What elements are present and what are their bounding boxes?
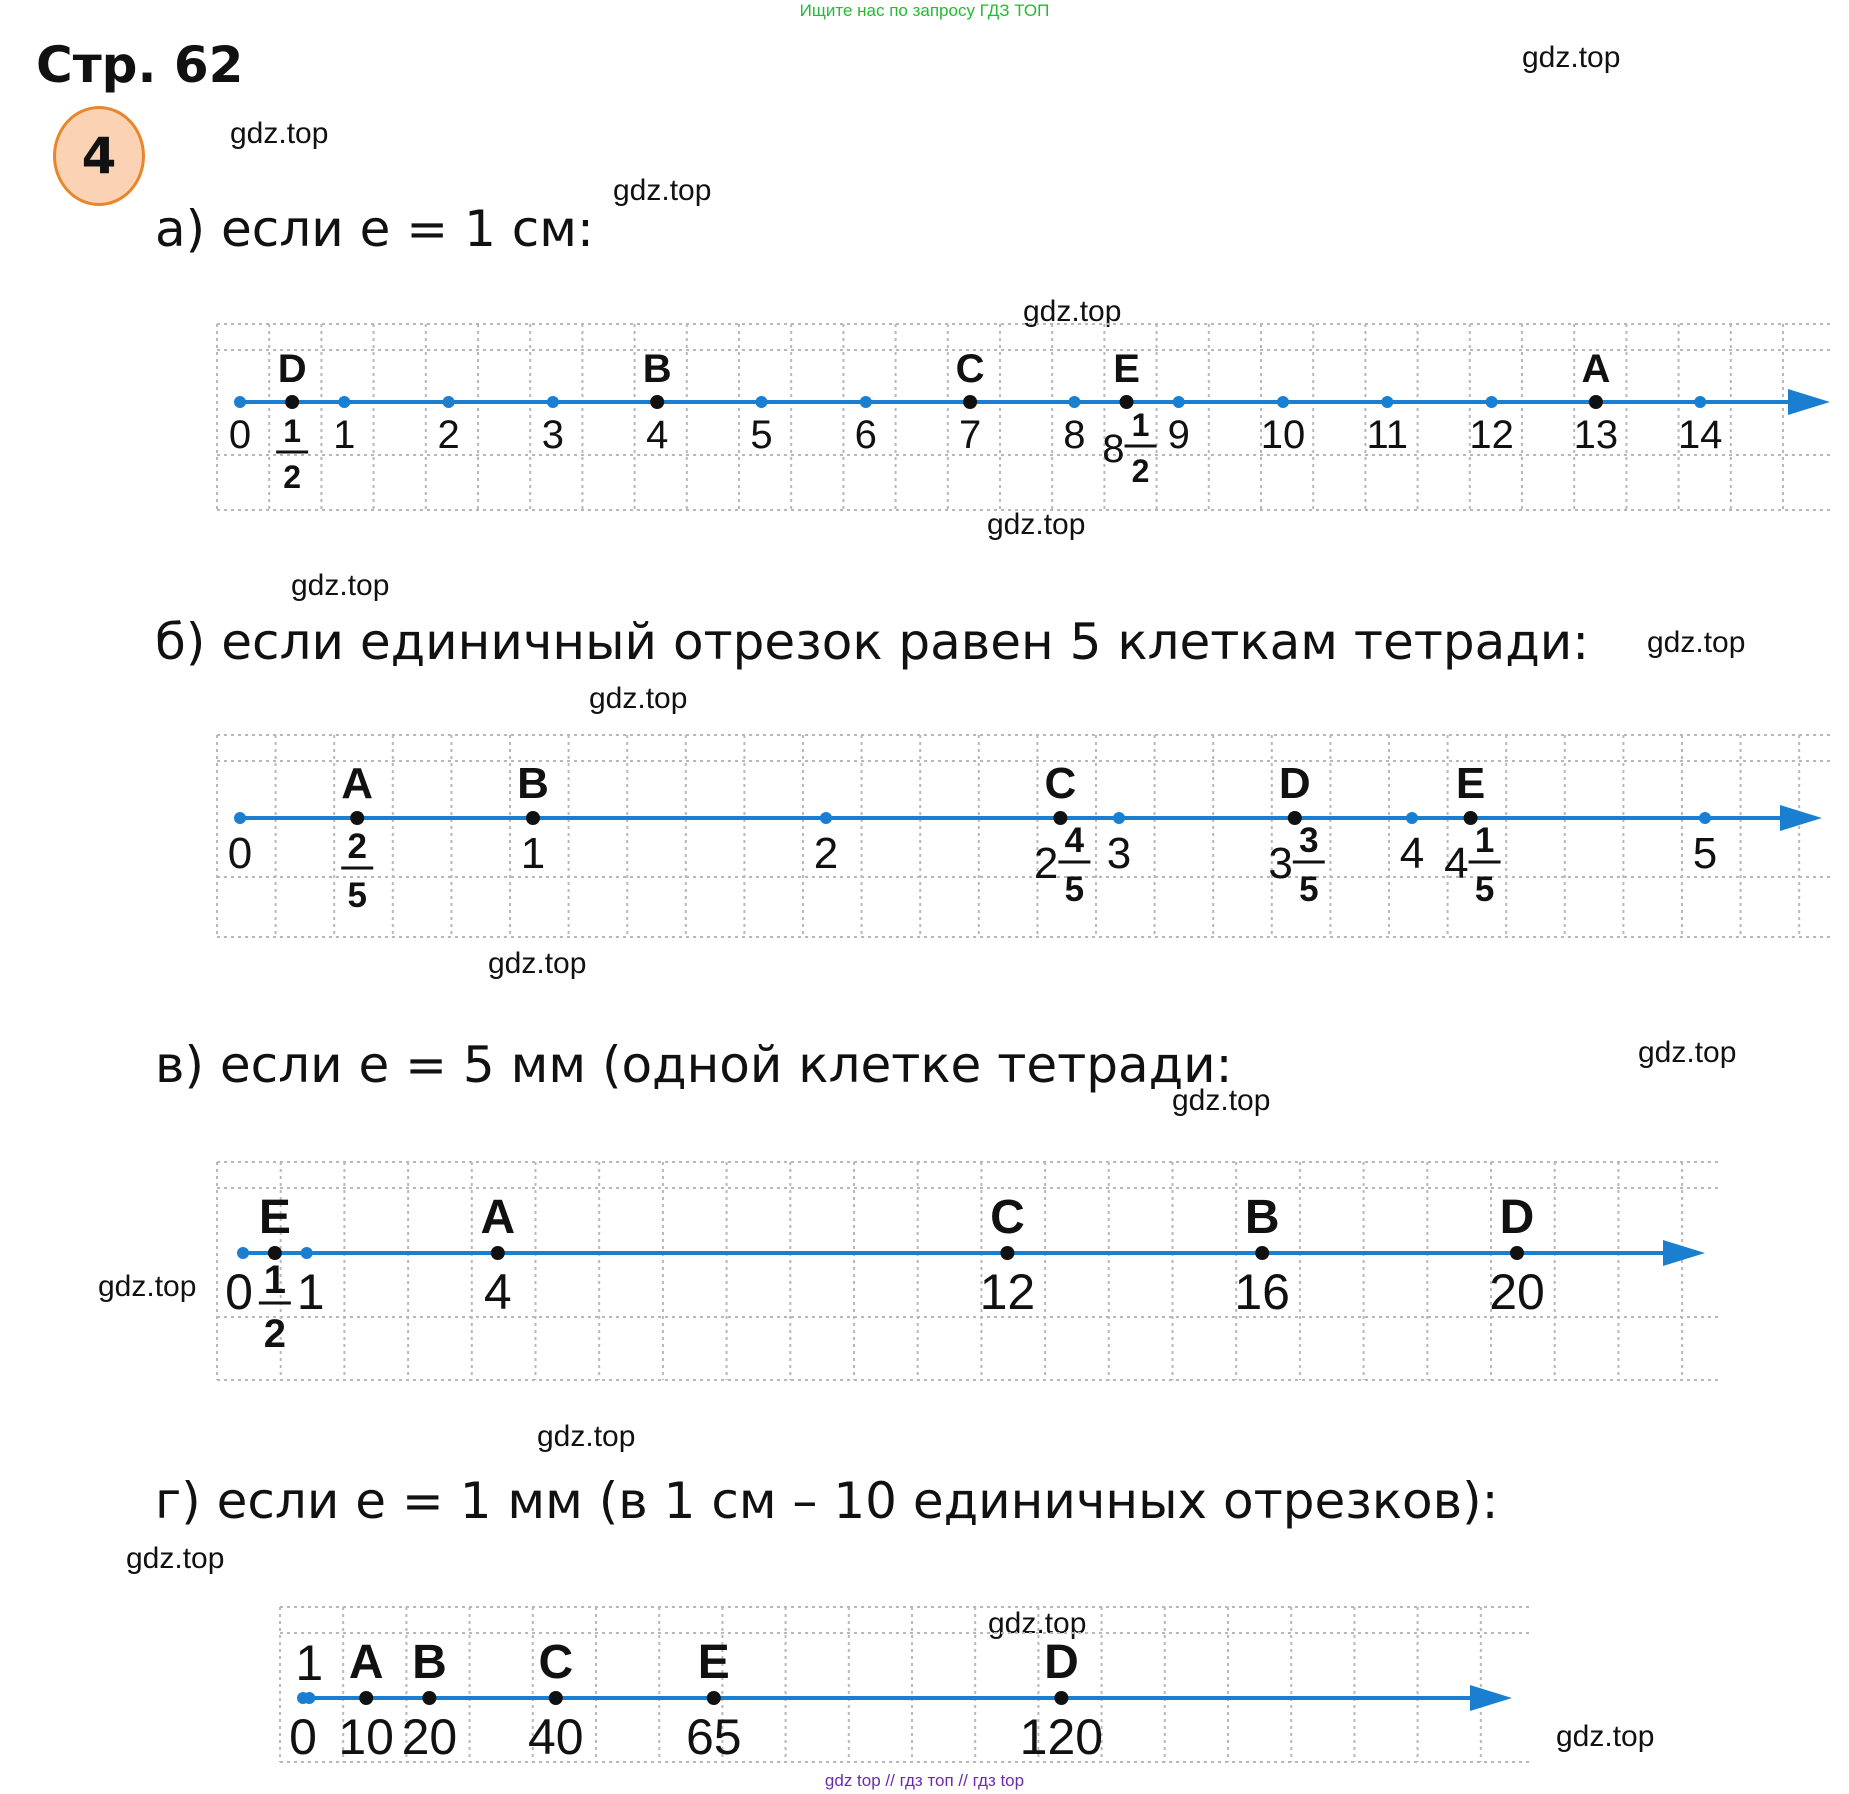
fraction-whole: 8 (1102, 427, 1125, 471)
fraction-denominator: 2 (1131, 453, 1150, 489)
tick-label: 4 (646, 413, 669, 457)
tick-point (301, 1247, 313, 1259)
fraction-denominator: 2 (263, 1312, 286, 1356)
watermark: gdz.top (589, 682, 688, 715)
marked-point (526, 811, 540, 825)
tick-label: 8 (1063, 413, 1086, 457)
section-g-heading: г) если е = 1 мм (в 1 см – 10 единичных отрезков): (155, 1472, 1499, 1530)
task-number-badge: 4 (53, 106, 145, 206)
marked-point (650, 395, 664, 409)
page-title: Стр. 62 (36, 36, 244, 94)
tick-point (237, 1247, 249, 1259)
fraction-numerator: 1 (1474, 821, 1495, 860)
marked-point (707, 1691, 721, 1705)
marked-point (1054, 1691, 1068, 1705)
fraction-whole: 3 (1268, 839, 1293, 888)
tick-label: 10 (338, 1709, 395, 1765)
fraction-numerator: 1 (1131, 407, 1150, 443)
fraction-numerator: 3 (1299, 821, 1319, 860)
tick-point (820, 812, 832, 824)
tick-point (234, 812, 246, 824)
point-label-d: D (277, 347, 307, 391)
marked-point (1255, 1246, 1269, 1260)
tick-label: 120 (1019, 1709, 1104, 1765)
fraction-numerator: 4 (1064, 821, 1085, 860)
tick-point (756, 396, 768, 408)
tick-label: 3 (1106, 829, 1132, 878)
axis-arrow (1788, 389, 1830, 415)
tick-point (1068, 396, 1080, 408)
point-label-e: E (258, 1191, 291, 1244)
point-label-e: E (697, 1636, 730, 1689)
tick-point (234, 396, 246, 408)
tick-point (338, 396, 350, 408)
tick-label: 1 (295, 1635, 324, 1691)
point-label-e: E (1113, 347, 1140, 391)
axis-arrow (1663, 1240, 1705, 1266)
marked-point (963, 395, 977, 409)
tick-label: 14 (1677, 413, 1723, 457)
tick-point (1406, 812, 1418, 824)
watermark: gdz.top (1172, 1084, 1271, 1117)
marked-point (1589, 395, 1603, 409)
fraction-whole: 4 (1444, 839, 1469, 888)
watermark: gdz.top (230, 117, 329, 150)
tick-label: 11 (1366, 413, 1409, 457)
point-label-b: B (517, 759, 549, 808)
marked-point (350, 811, 364, 825)
tick-label: 20 (401, 1709, 458, 1765)
point-label-b: B (1244, 1191, 1280, 1244)
fraction-denominator: 5 (1299, 870, 1319, 909)
tick-label: 0 (227, 829, 253, 878)
tick-label: 12 (979, 1264, 1036, 1320)
footer-watermark: gdz top // гдз топ // гдз top (824, 1771, 1025, 1790)
marked-point (285, 395, 299, 409)
tick-point (1486, 396, 1498, 408)
tick-point (1277, 396, 1289, 408)
tick-label: 20 (1489, 1264, 1545, 1320)
point-label-b: B (642, 347, 672, 391)
tick-point (1694, 396, 1706, 408)
watermark: gdz.top (291, 569, 390, 602)
point-label-a: A (1581, 347, 1611, 391)
top-banner: Ищите нас по запросу ГДЗ ТОП (799, 1, 1050, 20)
watermark: gdz.top (1556, 1720, 1655, 1753)
watermark: gdz.top (98, 1270, 197, 1303)
tick-label: 5 (1692, 829, 1718, 878)
tick-label: 1 (296, 1264, 325, 1320)
tick-label: 10 (1260, 413, 1306, 457)
point-label-d: D (1278, 759, 1311, 808)
tick-label: 5 (750, 413, 773, 457)
tick-label: 2 (437, 413, 460, 457)
section-a-heading: а) если е = 1 см: (155, 200, 594, 258)
section-v-heading: в) если е = 5 мм (одной клетке тетради: (155, 1036, 1233, 1094)
point-label-d: D (1499, 1191, 1535, 1244)
axis-arrow (1470, 1685, 1512, 1711)
fraction-numerator: 2 (347, 827, 367, 866)
marked-point (1000, 1246, 1014, 1260)
tick-label: 0 (225, 1264, 253, 1320)
point-label-c: C (990, 1191, 1025, 1244)
point-label-c: C (1044, 759, 1077, 808)
point-label-c: C (538, 1636, 574, 1689)
point-label-a: A (341, 759, 374, 808)
marked-point (359, 1691, 373, 1705)
tick-point (443, 396, 455, 408)
fraction-denominator: 5 (1474, 870, 1495, 909)
tick-point (1173, 396, 1185, 408)
marked-point (549, 1691, 563, 1705)
watermark: gdz.top (1638, 1036, 1737, 1069)
point-label-b: B (412, 1636, 447, 1689)
tick-label: 4 (1399, 829, 1425, 878)
tick-label: 12 (1469, 413, 1514, 457)
tick-label: 40 (527, 1709, 584, 1765)
tick-label: 4 (483, 1264, 512, 1320)
tick-label: 2 (813, 829, 839, 878)
point-label-a: A (480, 1191, 516, 1244)
tick-label: 16 (1234, 1264, 1291, 1320)
point-label-e: E (1455, 759, 1486, 808)
tick-label: 65 (685, 1709, 742, 1765)
fraction-denominator: 2 (283, 459, 302, 495)
section-b-heading: б) если единичный отрезок равен 5 клеткам тетради: (155, 613, 1590, 671)
watermark: gdz.top (1023, 295, 1122, 328)
watermark: gdz.top (1522, 41, 1621, 74)
fraction-whole: 2 (1033, 839, 1059, 888)
watermark: gdz.top (613, 174, 712, 207)
axis-arrow (1780, 805, 1822, 831)
fraction-numerator: 1 (263, 1258, 286, 1302)
point-label-d: D (1044, 1636, 1079, 1689)
tick-label: 9 (1167, 413, 1190, 457)
fraction-numerator: 1 (283, 413, 302, 449)
watermark: gdz.top (987, 508, 1086, 541)
tick-label: 0 (228, 413, 252, 457)
point-label-a: A (348, 1636, 384, 1689)
tick-label: 1 (520, 829, 546, 878)
tick-label: 7 (958, 413, 982, 457)
tick-point (1699, 812, 1711, 824)
fraction-denominator: 5 (347, 876, 367, 915)
marked-point (422, 1691, 436, 1705)
point-label-c: C (955, 347, 985, 391)
tick-label: 6 (854, 413, 877, 457)
tick-point (303, 1692, 315, 1704)
fraction-denominator: 5 (1064, 870, 1085, 909)
tick-point (1381, 396, 1393, 408)
marked-point (491, 1246, 505, 1260)
watermark: gdz.top (537, 1420, 636, 1453)
tick-label: 1 (333, 413, 356, 457)
watermark: gdz.top (1647, 626, 1746, 659)
watermark: gdz.top (126, 1542, 225, 1575)
tick-label: 13 (1573, 413, 1619, 457)
watermark: gdz.top (488, 947, 587, 980)
tick-point (547, 396, 559, 408)
tick-label: 0 (289, 1709, 317, 1765)
watermark: gdz.top (988, 1607, 1087, 1640)
tick-point (860, 396, 872, 408)
tick-label: 3 (541, 413, 565, 457)
marked-point (1510, 1246, 1524, 1260)
tick-point (1113, 812, 1125, 824)
